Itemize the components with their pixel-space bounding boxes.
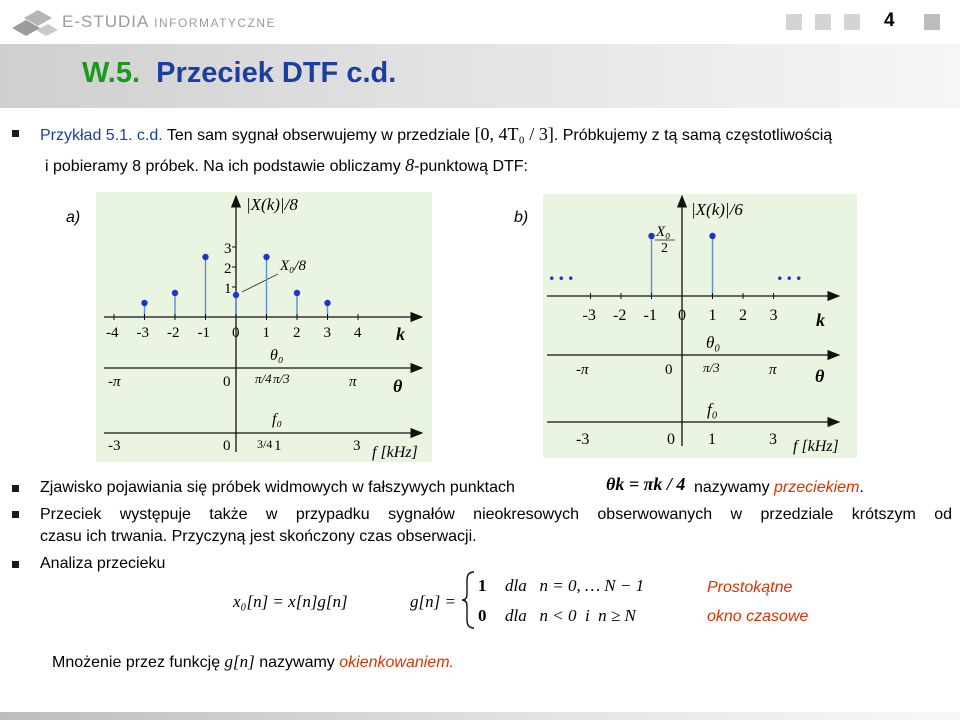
page-number: 4: [884, 10, 895, 31]
plot-b-label: b): [514, 209, 529, 226]
ytick-1: 1: [224, 281, 232, 297]
bullet-2-line-1: Przeciek występuje także w przypadku sygnałów nieokresowych obserwowanych w przedziale krótszym od: [40, 506, 952, 523]
plot-a-theta-label: θ: [393, 376, 403, 396]
bullet-marker: [12, 130, 19, 137]
footer-band: [0, 712, 960, 720]
stem-point: [172, 290, 178, 296]
bullet-3: Analiza przecieku: [40, 555, 166, 572]
f-tick-minus-3: -3: [108, 438, 121, 454]
k-tick-label: -3: [582, 307, 596, 324]
nav-square-4[interactable]: [924, 14, 940, 30]
stem-point: [324, 300, 330, 306]
k-tick-label: 0: [232, 325, 240, 341]
page-title: [82, 57, 396, 90]
k-tick-label: 1: [262, 325, 270, 341]
title-text: Przeciek DTF c.d.: [156, 57, 397, 89]
stem-point: [202, 254, 208, 260]
f-tick-1: 1: [708, 431, 716, 448]
intro-line-2: i pobieramy 8 próbek. Na ich podstawie obliczamy 8-punktową DTF:: [45, 155, 528, 175]
plot-a-ylabel: |X(k)|/8: [246, 195, 298, 214]
dots-right: ...: [777, 260, 806, 285]
f-tick-1: 1: [274, 438, 282, 454]
theta-tick-minus-pi: -π: [576, 362, 589, 378]
f-tick-3: 3: [769, 431, 777, 448]
theta-k-formula: θk = πk / 4: [606, 474, 686, 494]
k-tick-label: 2: [293, 325, 301, 341]
theta-tick-0: 0: [665, 362, 673, 378]
stem-point: [709, 233, 715, 239]
plot-a-annotation: X₀/8: [280, 258, 307, 274]
theta-tick-pi: π: [349, 374, 357, 390]
k-tick-label: 3: [769, 307, 778, 324]
bullet-marker: [12, 511, 19, 518]
f-tick-3: 3: [353, 438, 361, 454]
bullet-marker: [12, 561, 19, 568]
closing-func: g[n]: [224, 652, 255, 671]
k-tick-label: 4: [354, 325, 362, 341]
logo-main: E-STUDIA: [62, 12, 149, 31]
k-tick-label: -4: [106, 325, 119, 341]
logo-text: [62, 12, 276, 32]
plot-b-k-label: k: [816, 310, 825, 330]
theta-tick-pi-3: π/3: [703, 360, 720, 375]
plot-a-chart: [96, 192, 432, 462]
k-tick-label: -2: [613, 307, 627, 324]
k-tick-label: -2: [167, 325, 180, 341]
theta-tick-pi: π: [769, 362, 777, 378]
k-tick-label: -1: [197, 325, 210, 341]
formula-windowed-signal: x₀[n] = x[n]g[n]: [233, 592, 348, 611]
example-label: Przykład 5.1. c.d.: [40, 127, 163, 144]
theta-tick-pi-4: π/4: [255, 371, 272, 386]
closing-line: Mnożenie przez funkcję g[n] nazywamy okienkowaniem.: [52, 652, 454, 671]
f-tick-3-4: 3/4: [257, 437, 273, 451]
term-okienkowanie: okienkowaniem.: [339, 654, 454, 671]
f-tick-0: 0: [223, 438, 231, 454]
plot-a-f-name: f₀: [272, 411, 283, 428]
case-2-condition: dla n < 0 i n ≥ N: [505, 606, 636, 625]
plot-b-theta-label: θ: [815, 366, 825, 386]
k-tick-label: 3: [323, 325, 331, 341]
bullet-marker: [12, 485, 19, 492]
case-2-value: 0: [478, 606, 487, 625]
term-przeciek: przeciekiem: [774, 479, 860, 496]
interval: [0, 4T₀ / 3]: [474, 124, 554, 144]
k-tick-label: 1: [708, 307, 717, 324]
plot-b-f-name: f₀: [707, 400, 718, 419]
f-tick-0: 0: [667, 431, 675, 448]
stem-point: [648, 233, 654, 239]
bullet-1: Zjawisko pojawiania się próbek widmowych w fałszywych punktach: [40, 479, 515, 496]
plot-b-theta-name: θ₀: [706, 333, 721, 352]
plot-a-label: a): [66, 209, 81, 226]
case-1-value: 1: [478, 576, 487, 595]
stem-point: [141, 300, 147, 306]
formula-g-def: g[n] =: [410, 592, 456, 611]
intro-line-1: Przykład 5.1. c.d. Ten sam sygnał obserwujemy w przedziale [0, 4T₀ / 3]. Próbkujemy z tą samą częstotliwością: [40, 124, 833, 144]
case-brace: [461, 570, 477, 630]
f-tick-minus-3: -3: [576, 431, 590, 448]
plot-b-annotation-num: X₀: [656, 224, 671, 240]
logo-sub: INFORMATYCZNE: [154, 16, 277, 30]
plot-a-f-label: f [kHz]: [372, 444, 418, 461]
plot-a-theta-name: θ₀: [270, 347, 284, 364]
nav-square-2[interactable]: [815, 14, 831, 30]
window-name-line-2: okno czasowe: [707, 608, 809, 625]
ytick-2: 2: [224, 261, 232, 277]
ytick-3: 3: [224, 241, 232, 257]
theta-tick-minus-pi: -π: [108, 374, 121, 390]
case-1-condition: dla n = 0, … N − 1: [505, 576, 645, 595]
theta-tick-0: 0: [223, 374, 231, 390]
stem-point: [233, 292, 239, 298]
stem-point: [294, 290, 300, 296]
plot-b-annotation-den: 2: [661, 241, 668, 256]
nav-square-1[interactable]: [786, 14, 802, 30]
k-tick-label: 2: [739, 307, 747, 324]
annotation-pointer: [242, 274, 278, 292]
k-tick-label: -1: [643, 307, 657, 324]
k-tick-label: -3: [136, 325, 149, 341]
plot-b-f-label: f [kHz]: [793, 438, 839, 455]
plot-b-panel: [543, 194, 857, 458]
plot-a-k-label: k: [396, 324, 405, 344]
bullet-1-end: nazywamy przeciekiem.: [694, 479, 864, 496]
bullet-2-line-2: czasu ich trwania. Przyczyną jest skończony czas obserwacji.: [40, 528, 477, 545]
window-name-line-1: Prostokątne: [707, 579, 793, 596]
plot-b-chart: [543, 194, 857, 458]
nav-square-3[interactable]: [844, 14, 860, 30]
dots-left: ...: [549, 260, 578, 285]
stem-point: [263, 254, 269, 260]
plot-a-panel: [96, 192, 432, 462]
theta-tick-pi-3: π/3: [273, 371, 290, 386]
k-tick-label: 0: [678, 307, 686, 324]
title-number: W.5.: [82, 57, 141, 89]
plot-b-ylabel: |X(k)|/6: [691, 200, 743, 219]
